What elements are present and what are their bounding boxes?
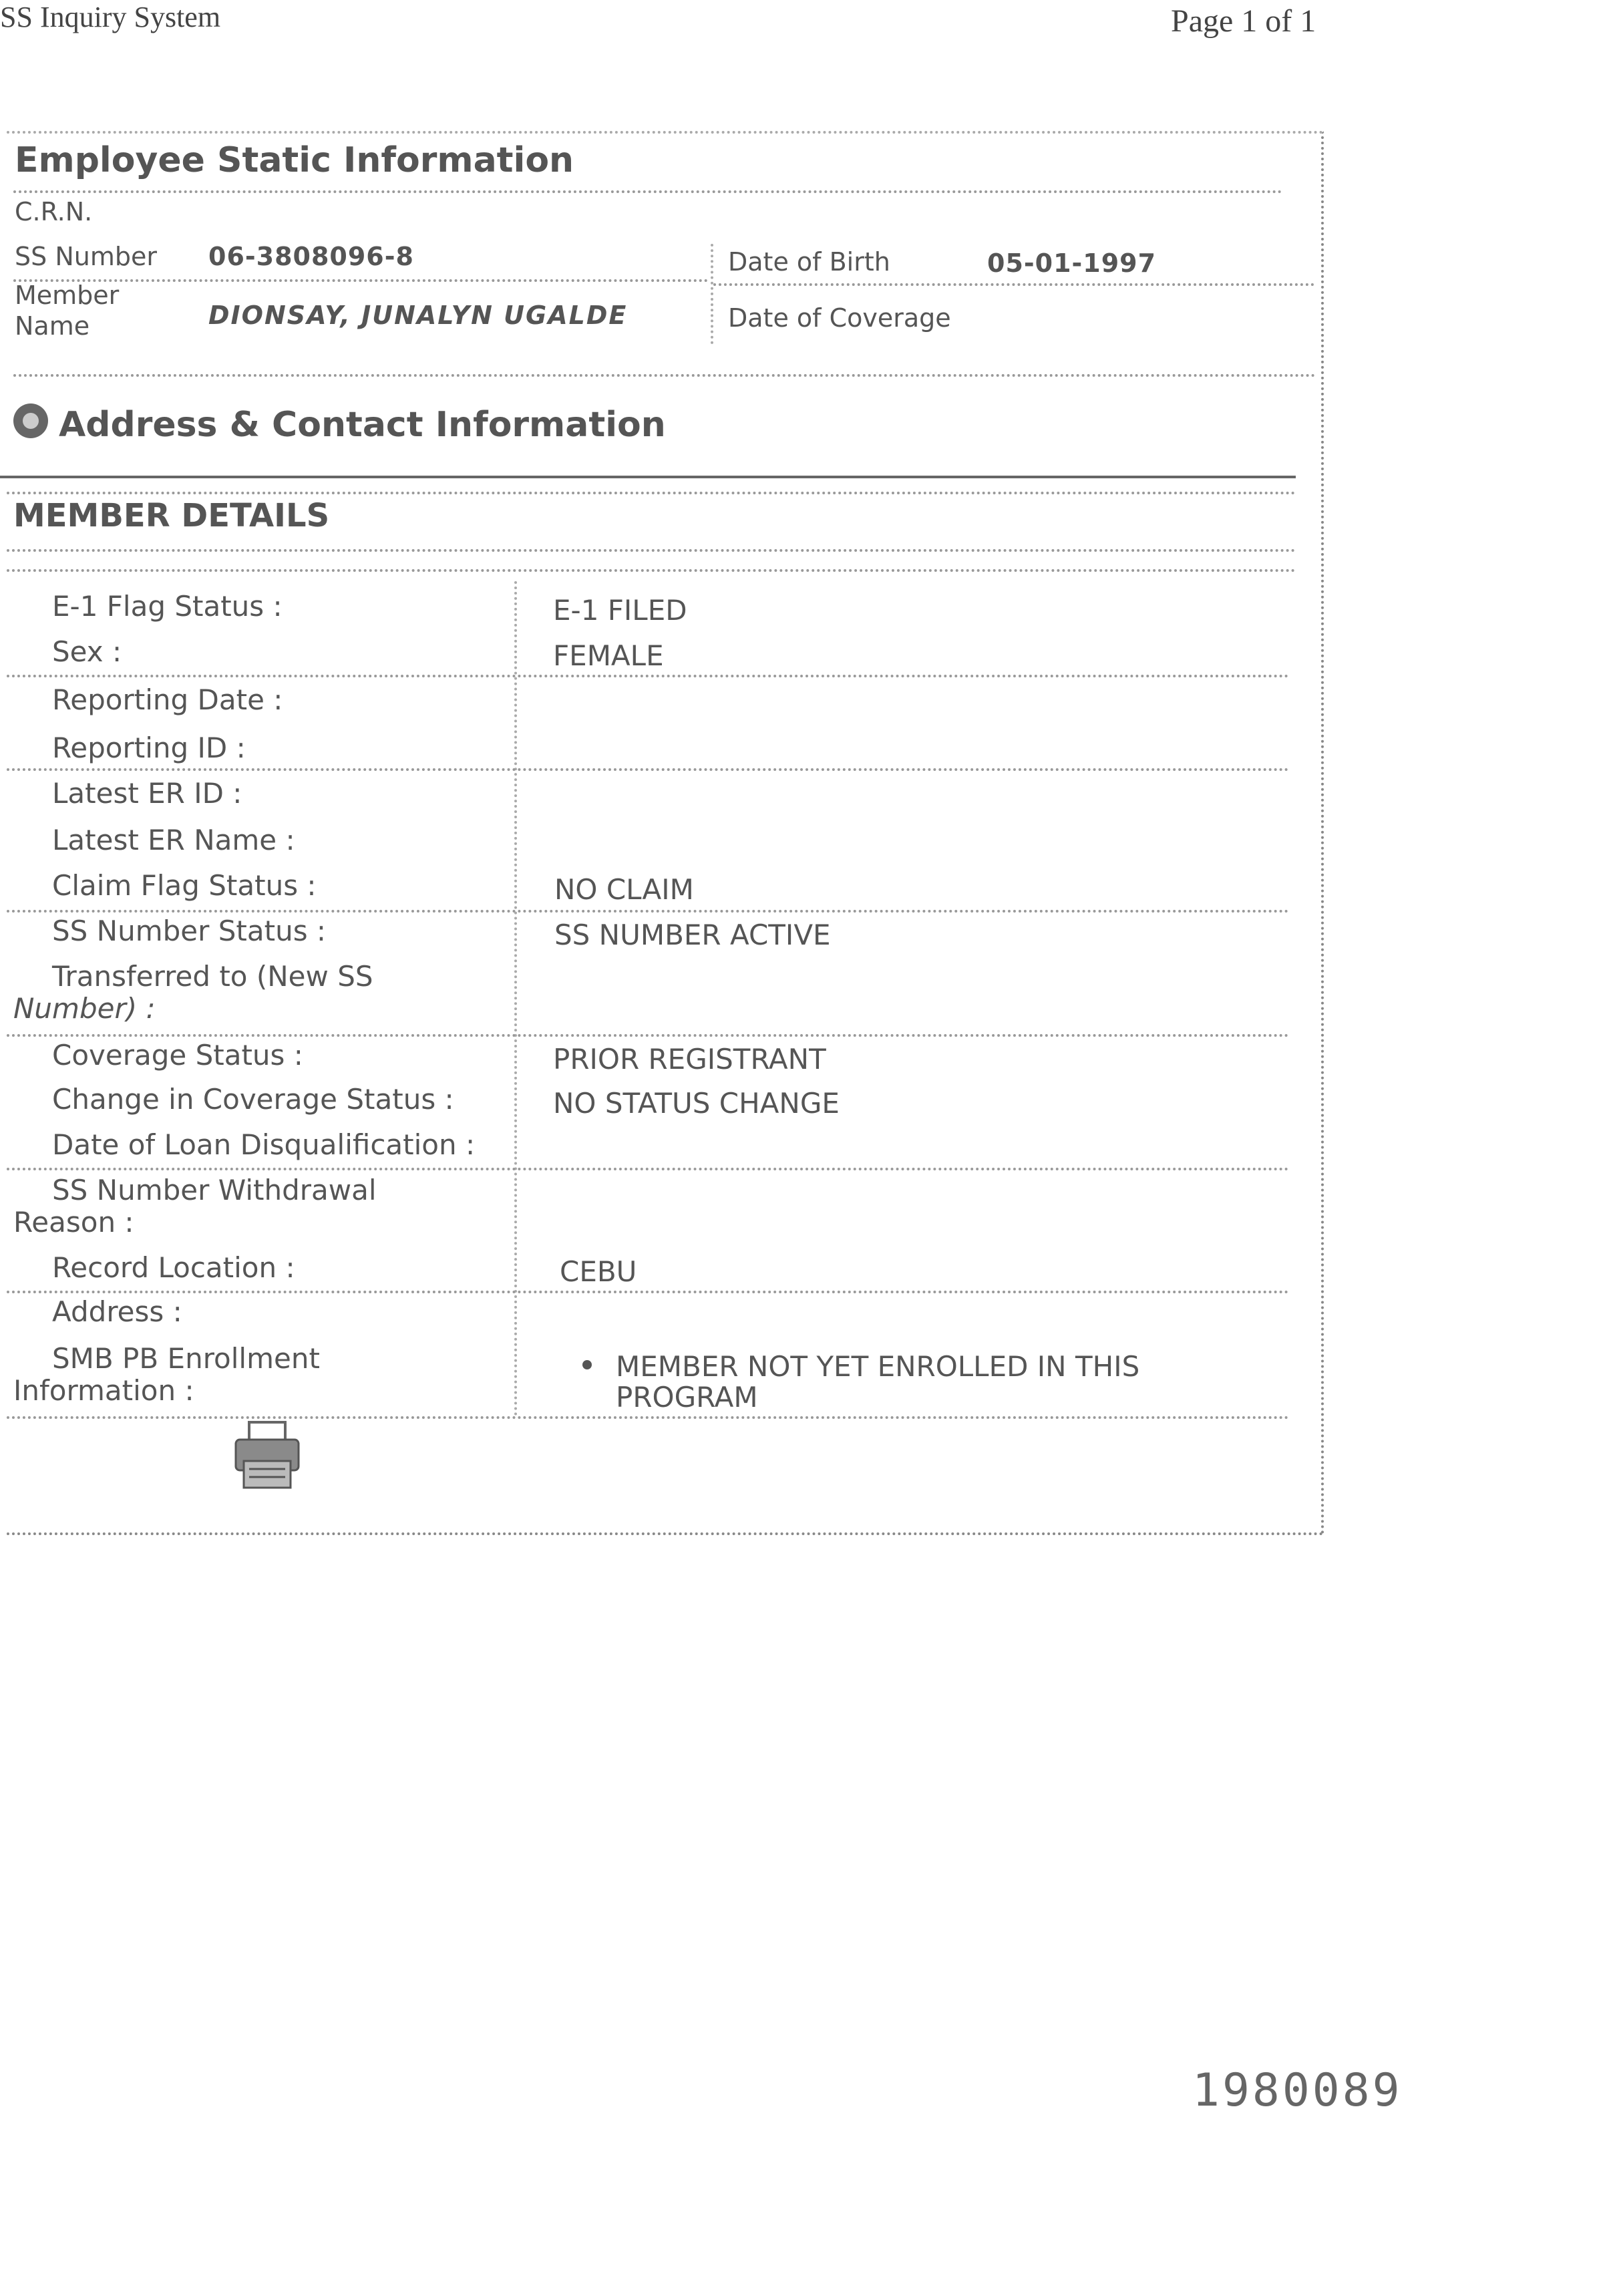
row-label-reporting-date: Reporting Date : (52, 683, 283, 716)
row-label-sex: Sex : (52, 635, 122, 668)
address-section-title[interactable]: Address & Contact Information (59, 405, 666, 445)
divider (7, 569, 1296, 572)
circle-bullet-icon (13, 403, 48, 438)
divider (713, 283, 1314, 286)
ss-number-value: 06-3808096-8 (208, 242, 414, 271)
row-label-withdrawal-2: Reason : (13, 1206, 134, 1239)
divider (7, 549, 1296, 552)
column-divider (711, 244, 713, 344)
divider (7, 675, 1289, 677)
divider (13, 374, 1316, 377)
row-value-e1-flag: E-1 FILED (553, 594, 687, 627)
row-value-coverage-status: PRIOR REGISTRANT (553, 1043, 826, 1076)
static-info-title: Employee Static Information (15, 140, 574, 180)
divider (0, 476, 1296, 478)
divider (7, 492, 1296, 494)
coverage-label: Date of Coverage (728, 303, 951, 333)
row-label-smb-enrollment: SMB PB Enrollment (52, 1342, 320, 1375)
row-label-address: Address : (52, 1295, 182, 1328)
row-label-withdrawal: SS Number Withdrawal (52, 1174, 377, 1206)
row-label-transferred-2: Number) : (13, 992, 156, 1025)
stamp-number: 1980089 (1192, 2064, 1403, 2117)
divider (7, 1416, 1289, 1419)
row-label-transferred: Transferred to (New SS (52, 960, 373, 993)
divider (7, 910, 1289, 913)
row-value-sex: FEMALE (553, 639, 664, 672)
row-label-ss-number-status: SS Number Status : (52, 915, 327, 947)
crn-label: C.R.N. (15, 197, 93, 226)
bullet-icon (582, 1360, 592, 1369)
ss-number-label: SS Number (15, 242, 157, 271)
enrollment-bullet-line-1: MEMBER NOT YET ENROLLED IN THIS (616, 1350, 1140, 1383)
row-label-record-location: Record Location : (52, 1251, 295, 1284)
row-label-e1-flag: E-1 Flag Status : (52, 590, 283, 623)
row-label-change-coverage: Change in Coverage Status : (52, 1083, 454, 1116)
row-label-reporting-id: Reporting ID : (52, 731, 246, 764)
row-value-ss-number-status: SS NUMBER ACTIVE (554, 919, 831, 951)
divider (13, 190, 1282, 193)
row-label-claim-flag: Claim Flag Status : (52, 869, 317, 902)
row-label-latest-er-name: Latest ER Name : (52, 824, 295, 856)
row-label-coverage-status: Coverage Status : (52, 1039, 303, 1072)
member-name-label-1: Member (15, 281, 120, 310)
enrollment-bullet-line-2: PROGRAM (616, 1381, 758, 1414)
member-name-value: DIONSAY, JUNALYN UGALDE (208, 301, 628, 330)
member-details-title: MEMBER DETAILS (13, 497, 330, 534)
row-value-record-location: CEBU (560, 1255, 637, 1288)
row-label-smb-enrollment-2: Information : (13, 1374, 194, 1407)
divider (7, 1291, 1289, 1293)
system-title: SS Inquiry System (0, 1, 221, 33)
member-name-label-2: Name (15, 311, 90, 341)
row-value-claim-flag: NO CLAIM (554, 873, 694, 906)
page-indicator: Page 1 of 1 (1171, 3, 1316, 39)
divider (7, 1168, 1289, 1170)
dob-label: Date of Birth (728, 247, 890, 277)
divider (7, 768, 1289, 771)
row-value-change-coverage: NO STATUS CHANGE (553, 1087, 840, 1120)
row-label-loan-disqualification: Date of Loan Disqualification : (52, 1128, 476, 1161)
divider (7, 1034, 1289, 1037)
row-label-latest-er-id: Latest ER ID : (52, 777, 242, 810)
printer-icon[interactable] (230, 1420, 304, 1493)
dob-value: 05-01-1997 (987, 249, 1157, 278)
